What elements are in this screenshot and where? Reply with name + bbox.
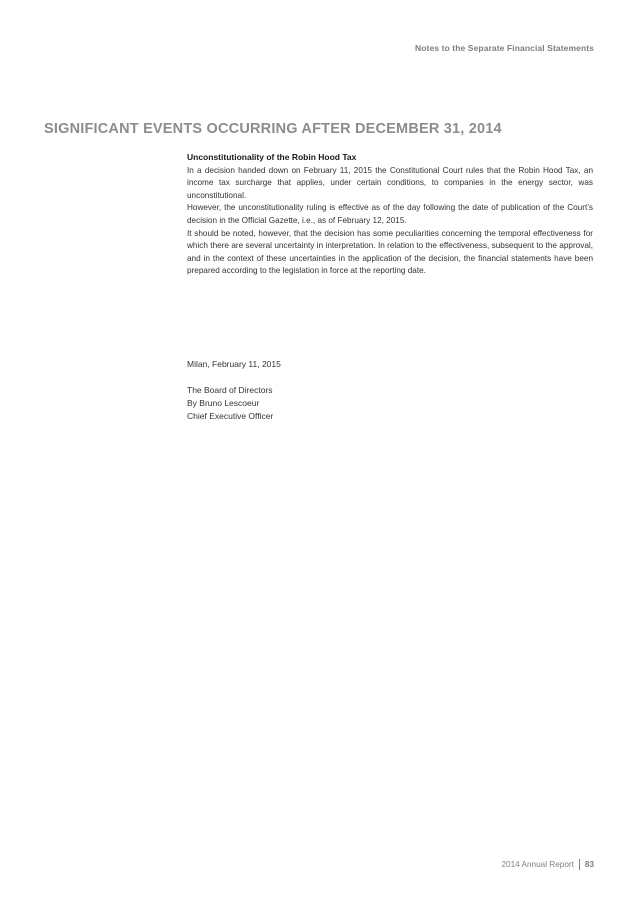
signature-role: Chief Executive Officer [187, 411, 274, 421]
running-header: Notes to the Separate Financial Statements [415, 43, 594, 53]
footer-report-label: 2014 Annual Report [501, 860, 574, 869]
page-number: 83 [584, 860, 594, 869]
footer-divider [579, 859, 580, 870]
signature-block [187, 358, 593, 423]
note-paragraph: However, the unconstitutionality ruling is effective as of the day following the date of publication of the Court’s decision in the Official Gazette, i.e., as of February 12, 2015. [187, 203, 593, 225]
signature-by-line: By Bruno Lescoeur [187, 398, 260, 408]
signature-place-date: Milan, February 11, 2015 [187, 359, 281, 369]
section-title: SIGNIFICANT EVENTS OCCURRING AFTER DECEMBER 31, 2014 [44, 121, 502, 137]
note-paragraph: It should be noted, however, that the decision has some peculiarities concerning the temporal effectiveness for which there are several uncertainty in interpretation. In relation to the effectiveness, subsequent to the approval, and in the context of these uncertainties in the application of the decision, the financial statements have been prepared according to the legislation in force at the reporting date. [187, 228, 593, 276]
note-subheading: Unconstitutionality of the Robin Hood Tax [187, 152, 357, 162]
note-paragraph: In a decision handed down on February 11, 2015 the Constitutional Court rules that the Robin Hood Tax, an income tax surcharge that applies, under certain conditions, to companies in the energy sector, was unconstitutional. [187, 165, 593, 200]
notes-block [187, 151, 593, 278]
page-footer [502, 859, 595, 870]
signature-body: The Board of Directors [187, 385, 273, 395]
